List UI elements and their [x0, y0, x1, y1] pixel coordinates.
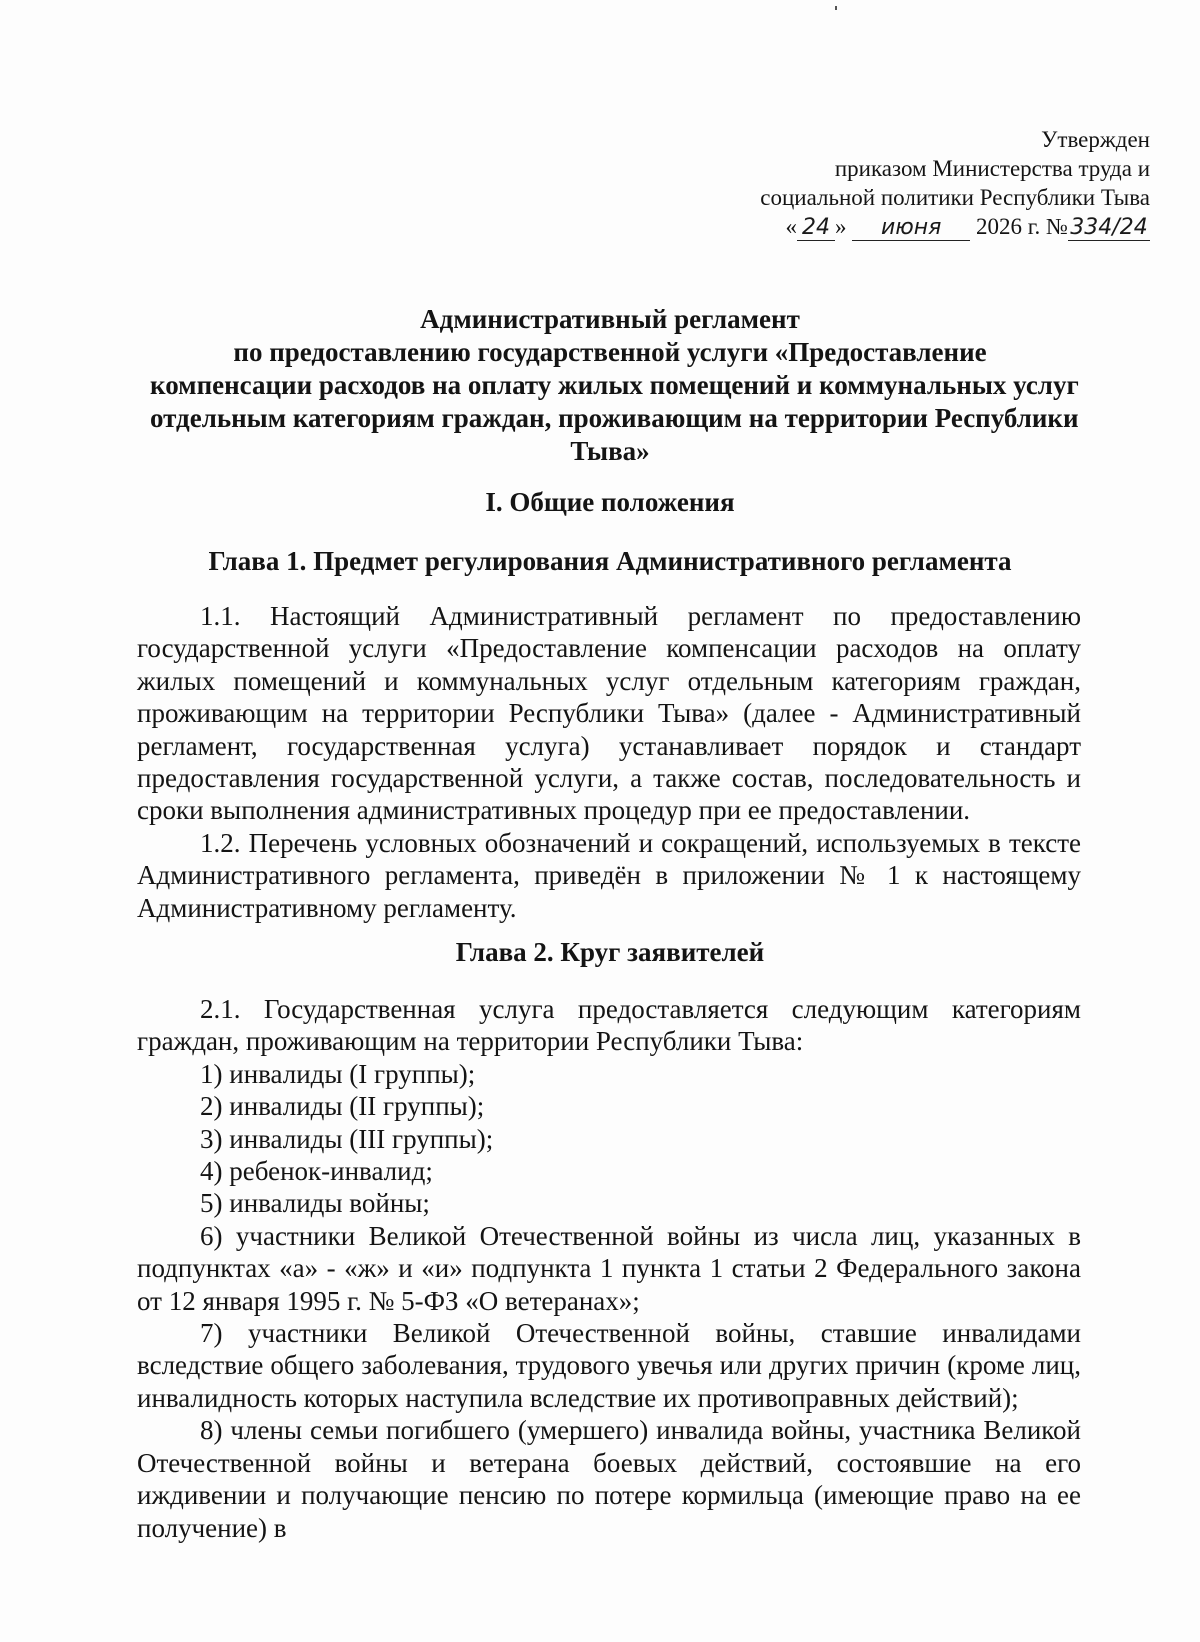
list-item: 1) инвалиды (I группы); [200, 1058, 476, 1089]
list-item: 2) инвалиды (II группы); [200, 1091, 485, 1122]
chapter-1-body [137, 600, 1081, 924]
paragraph-1-2: 1.2. Перечень условных обозначений и сокращений, используемых в тексте Административного регламента, приведён в приложении № 1 к настоящему Административному регламенту. [137, 827, 1081, 923]
list-item: 7) участники Великой Отечественной войны, ставшие инвалидами вследствие общего заболевания, трудового увечья или других причин (кроме лиц, инвалидность которых наступила вследствие их противоправных действий); [137, 1318, 1081, 1413]
approval-issuer-line-2: социальной политики Республики Тыва [760, 185, 1150, 210]
title-line-4: отдельным категориям граждан, проживающим на территории Республики [150, 403, 1079, 433]
title-line-3: компенсации расходов на оплату жилых помещений и коммунальных услуг [150, 370, 1079, 400]
date-close-quote: » [834, 214, 847, 239]
date-open-quote: « [785, 214, 797, 239]
approval-date-line [590, 212, 1150, 241]
list-item: 5) инвалиды войны; [200, 1188, 430, 1219]
approval-block [590, 125, 1150, 241]
chapter-2-heading: Глава 2. Круг заявителей [455, 937, 765, 967]
title-line-5: Тыва» [570, 436, 650, 466]
paragraph-2-1: 2.1. Государственная услуга предоставляется следующим категориям граждан, проживающим на территории Республики Тыва: [137, 994, 1081, 1057]
title-line-1: Административный регламент [420, 304, 800, 334]
date-year-and-number-label: 2026 г. № [975, 214, 1068, 239]
list-item: 4) ребенок-инвалид; [200, 1156, 433, 1187]
handwritten-month: июня [852, 216, 970, 241]
paragraph-1-1: 1.1. Настоящий Административный регламент по предоставлению государственной услуги «Предоставление компенсации расходов на оплату жилых помещений и коммунальных услуг отдельным категориям граждан, проживающим на территории Республики Тыва» (далее - Административный регламент, государственная услуга) устанавливает порядок и стандарт предоставления государственной услуги, а также состав, последовательность и сроки выполнения административных процедур при ее предоставлении. [137, 601, 1081, 826]
chapter-2-body [137, 993, 1081, 1544]
list-item: 3) инвалиды (III группы); [200, 1123, 494, 1154]
title-line-2: по предоставлению государственной услуги «Предоставление [233, 337, 987, 367]
handwritten-order-number: 334/24 [1068, 216, 1150, 241]
scan-speck [835, 6, 837, 10]
chapter-1-heading: Глава 1. Предмет регулирования Административного регламента [208, 546, 1012, 576]
list-item: 6) участники Великой Отечественной войны из числа лиц, указанных в подпунктах «а» - «ж» и «и» подпункта 1 пункта 1 статьи 2 Федерального закона от 12 января 1995 г. № 5-ФЗ «О ветеранах»; [137, 1220, 1081, 1316]
approval-title: Утвержден [1041, 127, 1150, 152]
document-title [150, 303, 1079, 468]
handwritten-day: 24 [797, 216, 835, 241]
approval-issuer-line-1: приказом Министерства труда и [834, 156, 1150, 181]
section-heading-general: I. Общие положения [485, 487, 735, 517]
list-item: 8) члены семьи погибшего (умершего) инвалида войны, участника Великой Отечественной войны и ветерана боевых действий, состоявшие на его иждивении и получающие пенсию по потере кормильца (имеющие право на ее получение) в [137, 1415, 1081, 1543]
